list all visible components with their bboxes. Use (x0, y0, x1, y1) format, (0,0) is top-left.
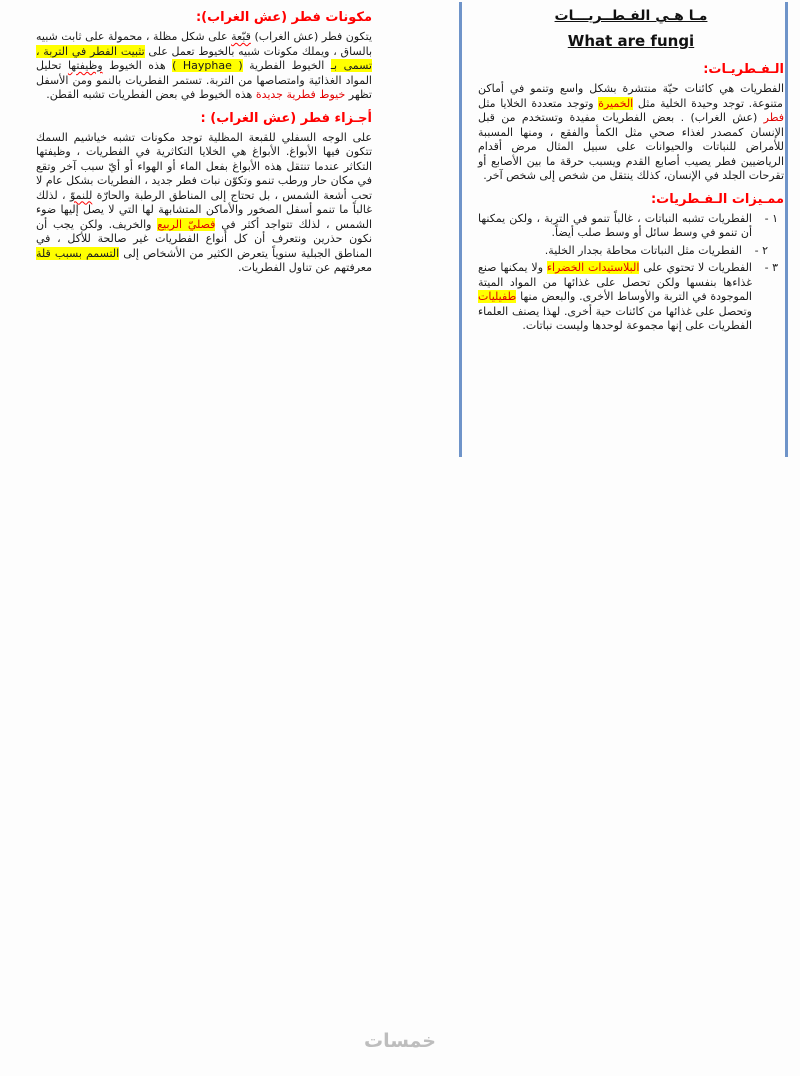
text-segment: (عش الغراب) . بعض الفطريات مفيدة وتستخدم من قبل الإنسان كمصدر لغذاء صحي مثل الكمأ والفقع ، ومنها المسببة للأمراض للنباتات والحيوانات على سبيل المثال مرض أقدام الرياضيين فطر يصيب أصابع القدم ويسبب حرقة ما بين الأصابع أو تقرحات الجلد في الإنسان، كذلك ينتقل من شخص إلى شخص آخر. (478, 111, 784, 182)
list-item-2 (478, 244, 778, 259)
text-segment: الفطريات لا تحتوي على (639, 261, 752, 274)
highlighted-text-anchoring: تثبيت الفطر في التربة ، تسمى بـ (36, 44, 372, 72)
text-segment: على شكل مظلة ، محمولة على ثابت شبيه بالساق ، ويملك مكونات شبيه بالخيوط تعمل على (36, 30, 373, 58)
page-title-arabic: مـا هـي الفـطــريـــات (554, 8, 708, 24)
list-number: ٢ - (754, 243, 768, 257)
text-segment: وتحصل على غذائها من كائنات حية أخرى. لهذا يصنف العلماء الفطريات على إنها مجموعة لوحدها وليست نباتات. (478, 304, 752, 332)
text-segment: الفطريات هي كائنات حيّة منتشرة بشكل واسع وتنمو في أماكن متنوعة. توجد وحيدة الخلية مثل (478, 82, 784, 110)
text-segment: الخيوط الفطرية (242, 59, 325, 72)
text-segment: تحليل المواد الغذائية وامتصاصها من التربة. تستمر الفطريات بالنمو ومن الأسفل تظهر (36, 59, 372, 101)
heading-fungi-features: ممـيزات الـفـطريات: (650, 191, 784, 207)
heading-fungi: الـفـطريـات: (703, 62, 784, 77)
heading-mushroom-parts: أجـزاء فطر (عش الغراب) : (200, 110, 372, 126)
spellcheck-word: وظيفتها (67, 59, 103, 72)
red-text-new-hyphae: خيوط فطرية جديدة (255, 88, 346, 101)
list-item-3 (478, 261, 778, 334)
watermark: خمسات (364, 1030, 436, 1052)
list-text (478, 261, 752, 334)
text-segment: ، لذلك غالباً ما تنمو أسفل الصخور والأماكن المتشابهة لها التي لا يصل إليها ضوء الشمس ، لذلك تتواجد أكثر في (36, 188, 372, 231)
highlighted-text-hayphae: ( Hayphae ) (172, 59, 243, 72)
list-item-1 (478, 212, 778, 241)
text-segment: هذه الخيوط (102, 59, 166, 72)
highlighted-text-seasons: فصليّ الربيع (157, 217, 216, 231)
highlighted-text-poisoning: التسمم بسبب قلة (36, 246, 120, 260)
text-segment: هذه الخيوط في بعض الفطريات تشبه القطن. (46, 88, 253, 101)
text-segment: وتوجد متعددة الخلايا مثل (478, 96, 594, 110)
highlighted-text-chloroplasts: البلاستيدات الخضراء (546, 261, 640, 274)
paragraph-fungi-intro (478, 82, 784, 184)
text-segment: والخريف. ولكن يجب أن نكون حذرين ونتعرف أن كل أنواع الفطريات غير صالحة للأكل ، في المناطق الجبلية سنوياً يتعرض الكثير من الأشخاص إلى (36, 217, 372, 260)
list-number: ١ - (764, 211, 778, 225)
red-text-mushroom: فطر (763, 111, 784, 124)
paragraph-mushroom-parts (36, 131, 372, 276)
vertical-rule-inner (459, 2, 462, 457)
right-column (478, 6, 784, 337)
highlighted-text-yeast: الخميرة (598, 96, 634, 110)
text-segment: معرفتهم عن تناول الفطريات. (237, 261, 372, 274)
highlighted-text-parasites: طفيليات (478, 290, 517, 303)
left-column (36, 6, 372, 284)
fungi-features-list (478, 212, 784, 334)
paragraph-mushroom-components (36, 30, 372, 103)
spellcheck-word: قبّعة (231, 30, 251, 43)
list-text: الفطريات مثل النباتات محاطة بجدار الخلية. (544, 243, 742, 257)
vertical-rule-outer (785, 2, 788, 457)
page-title-english: What are fungi (567, 32, 695, 50)
heading-mushroom-components: مكونات فطر (عش الغراب): (195, 10, 372, 25)
list-text: الفطريات تشبه النباتات ، غالباً تنمو في التربة ، ولكن يمكنها أن تنمو في وسط سائل أو وسط صلب أيضاً. (478, 211, 752, 239)
spellcheck-word: للنموّ (69, 188, 93, 202)
list-number: ٣ - (764, 261, 778, 274)
text-segment: يتكون فطر (عش الغراب) (250, 30, 373, 43)
text-segment: على الوجه السفلي للقبعة المظلية توجد مكونات تشبه خياشيم السمك تتكون فيها الأبواغ. الأبواغ هي الخلايا التكاثرية في الفطريات ، وظيفتها التكاثر عندما تنتقل هذه الأبواغ بفعل الماء أو الهواء أو أيّ سبب آخر وتقع في مكان حار ورطب تنمو وتكوّن نبات فطر جديد ، الفطريات بشكل عام لا تحب أشعة الشمس ، بل تحتاج إلى المناطق الرطبة والحارّة (36, 130, 373, 202)
text-segment: ولا يمكنها صنع غذاءها بنفسها ولكن تحصل على غذائها من المواد الميتة الموجودة في التربة والأوساط الأخرى. والبعض منها (478, 261, 752, 303)
